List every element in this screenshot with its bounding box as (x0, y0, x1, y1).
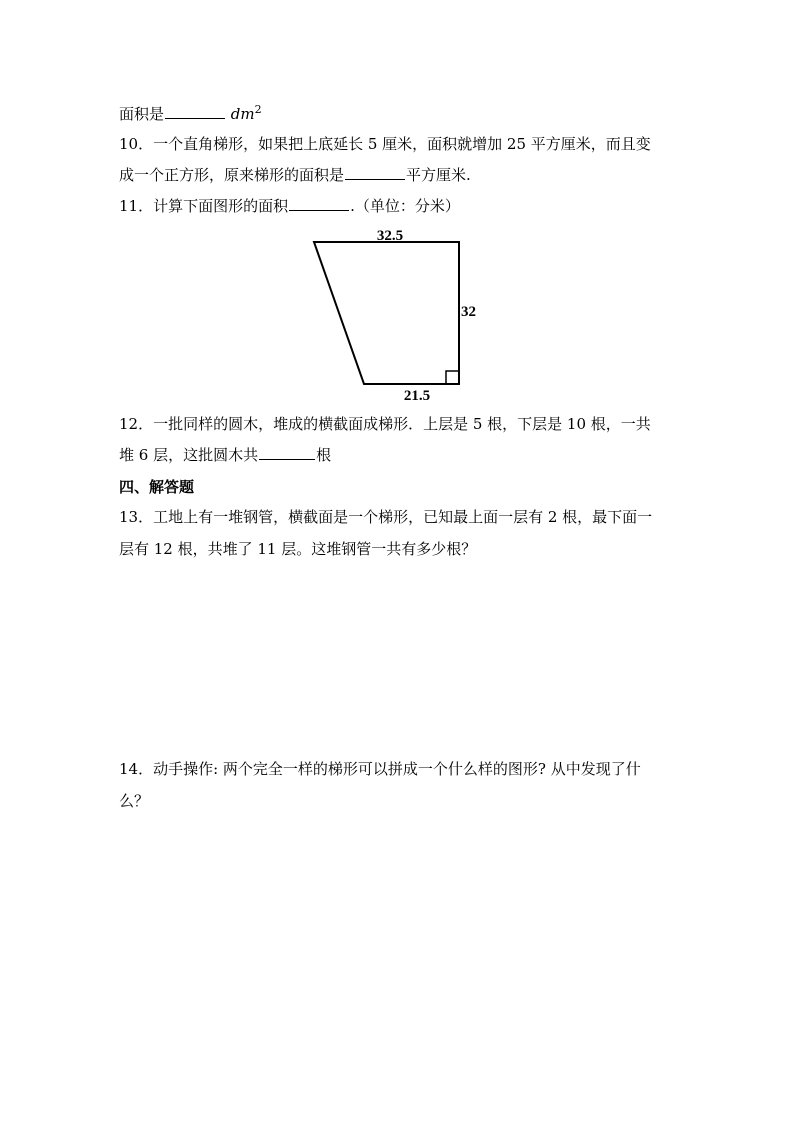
q12-suffix: 根 (316, 446, 332, 464)
trapezoid-figure (300, 222, 500, 408)
q11-answer-blank[interactable] (289, 196, 349, 211)
bottom-base-label: 21.5 (403, 388, 431, 404)
q14-line1: 14．动手操作: 两个完全一样的梯形可以拼成一个什么样的图形? 从中发现了什 (119, 760, 641, 778)
height-label: 32 (461, 304, 476, 320)
q14-line2: 么？ (119, 792, 150, 810)
q11-prefix: 11．计算下面图形的面积 (119, 197, 289, 215)
q12-line1: 12．一批同样的圆木，堆成的横截面成梯形．上层是 5 根，下层是 10 根，一共 (119, 415, 651, 433)
q13-line1: 13．工地上有一堆钢管，横截面是一个梯形，已知最上面一层有 2 根，最下面一 (119, 508, 653, 526)
q12-answer-blank[interactable] (259, 445, 315, 460)
q12-line2 (119, 445, 331, 465)
q12-prefix: 堆 6 层，这批圆木共 (119, 446, 259, 464)
q10-suffix: 平方厘米. (406, 166, 471, 184)
top-base-label: 32.5 (376, 228, 404, 244)
section-title: 四、解答题 (119, 478, 195, 496)
q11-line (119, 196, 460, 216)
q10-line2 (119, 165, 471, 185)
trapezoid-shape (314, 242, 459, 384)
q9-unit: dm (230, 105, 255, 123)
q13-line2: 层有 12 根，共堆了 11 层。这堆钢管一共有多少根？ (119, 540, 477, 558)
right-angle-mark (446, 371, 459, 384)
q9-unit-exponent: 2 (254, 103, 262, 116)
q10-answer-blank[interactable] (345, 165, 405, 180)
q9-answer-blank[interactable] (165, 104, 225, 119)
q10-prefix: 成一个正方形，原来梯形的面积是 (119, 166, 345, 184)
q10-line1: 10．一个直角梯形，如果把上底延长 5 厘米，面积就增加 25 平方厘米，而且变 (119, 135, 651, 153)
q11-suffix: .（单位：分米） (350, 197, 460, 215)
q9-tail (119, 100, 262, 124)
q9-prefix: 面积是 (119, 105, 165, 123)
